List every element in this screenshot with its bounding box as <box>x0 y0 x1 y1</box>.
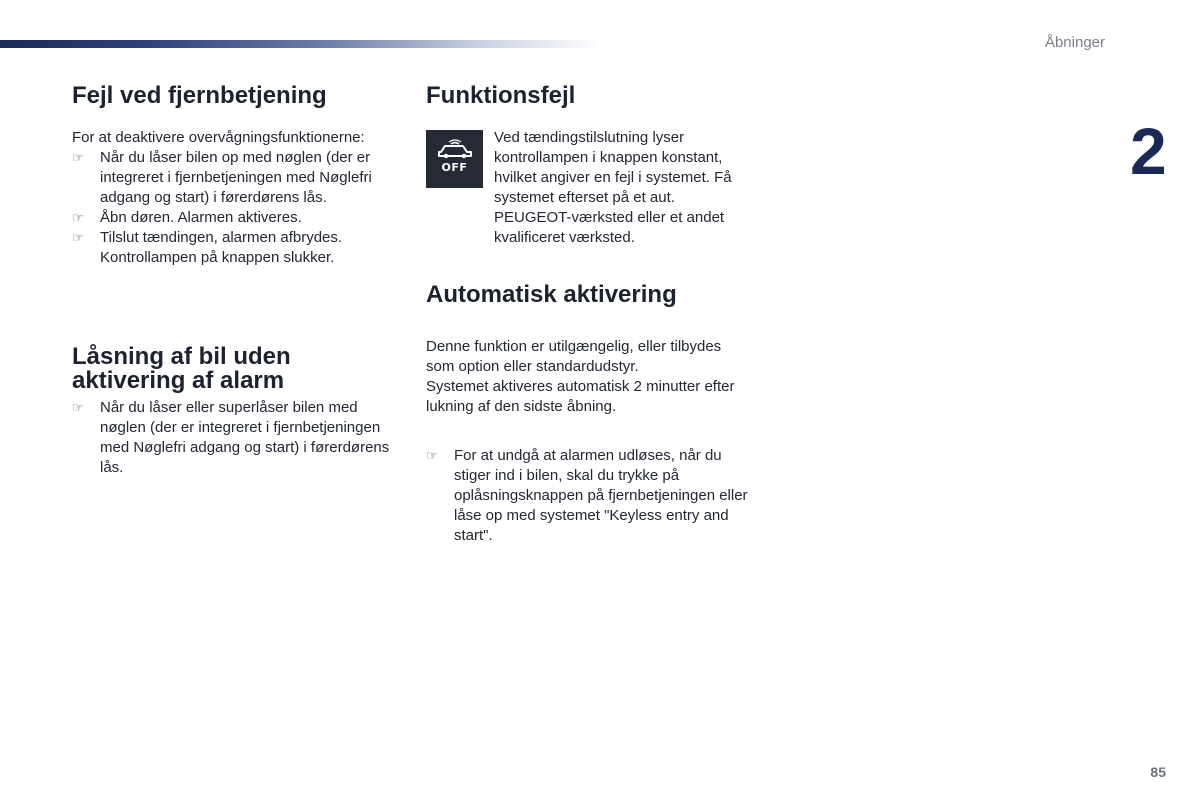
automatic-activation-tip <box>426 446 751 546</box>
chapter-number: 2 <box>1130 114 1167 188</box>
heading-locking-without-alarm: Låsning af bil uden aktivering af alarm <box>72 343 291 394</box>
list-item <box>72 148 392 208</box>
list-item-text: Når du låser eller superlåser bilen med nøglen (der er integreret i fjernbetjeningen med Nøglefri adgang og start) i førerdørens lås. <box>100 399 390 476</box>
header-gradient-bar <box>0 40 600 48</box>
list-item <box>72 228 392 268</box>
automatic-activation-paragraph-2: Systemet aktiveres automatisk 2 minutter efter lukning af den sidste åbning. <box>426 378 735 415</box>
remote-fault-list <box>72 148 392 268</box>
bullet-arrow-icon: ☞ <box>72 150 84 165</box>
bullet-arrow-icon: ☞ <box>72 230 84 245</box>
heading-automatic-activation: Automatisk aktivering <box>426 281 677 308</box>
off-label: OFF <box>441 161 468 174</box>
car-wave-icon <box>434 139 476 159</box>
list-item <box>72 398 392 478</box>
list-item <box>426 446 751 546</box>
malfunction-text: Ved tændingstilslutning lyser kontrollampen i knappen konstant, hvilket angiver en fejl i systemet. Få systemet efterset på et aut. PEUGEOT-værksted eller et andet kvalificeret værksted. <box>494 129 732 246</box>
bullet-arrow-icon: ☞ <box>72 400 84 415</box>
list-item-text: Åbn døren. Alarmen aktiveres. <box>100 209 302 226</box>
alarm-off-warning-icon <box>426 130 483 188</box>
section-label: Åbninger <box>1044 34 1105 51</box>
locking-without-alarm-content <box>72 398 392 478</box>
page-number: 85 <box>1150 764 1166 780</box>
heading-malfunction: Funktionsfejl <box>426 82 576 109</box>
list-item-text: For at undgå at alarmen udløses, når du stiger ind i bilen, skal du trykke på oplåsningsknappen på fjernbetjeningen eller låse op med systemet "Keyless entry and start". <box>454 447 748 544</box>
locking-without-alarm-list <box>72 398 392 478</box>
remote-fault-intro: For at deaktivere overvågningsfunktionerne: <box>72 129 365 146</box>
list-item-text: Tilslut tændingen, alarmen afbrydes. Kontrollampen på knappen slukker. <box>100 229 343 266</box>
heading-remote-fault: Fejl ved fjernbetjening <box>72 82 327 109</box>
list-item-text: Når du låser bilen op med nøglen (der er integreret i fjernbetjeningen med Nøglefri adgang og start) i førerdørens lås. <box>100 149 372 206</box>
bullet-arrow-icon: ☞ <box>426 448 438 463</box>
remote-fault-content <box>72 128 392 268</box>
automatic-activation-list <box>426 446 751 546</box>
automatic-activation-content <box>426 337 751 417</box>
automatic-activation-paragraph-1: Denne funktion er utilgængelig, eller tilbydes som option eller standardudstyr. <box>426 338 722 375</box>
list-item <box>72 208 392 228</box>
bullet-arrow-icon: ☞ <box>72 210 84 225</box>
